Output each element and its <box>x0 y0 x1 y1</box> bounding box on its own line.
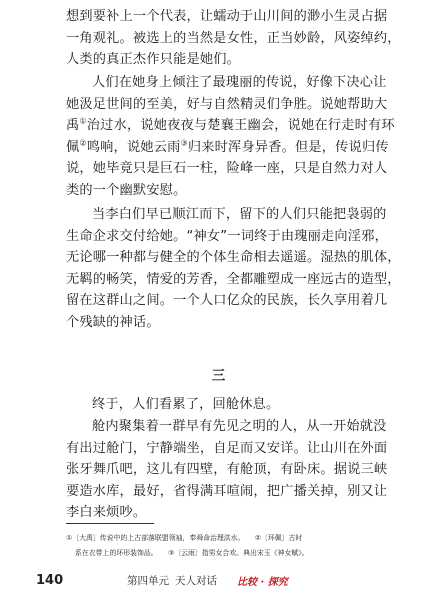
footnote-line: ①〔大禹〕传说中的上古部落联盟领袖，奉舜命治理洪水。 ②〔环佩〕古时 <box>66 534 303 542</box>
text-line: 无羁的畅笑，情爱的芳香，全都雕塑成一座远古的造型， <box>66 271 401 287</box>
footnote-line: 系在衣带上的环形装饰品。 ③〔云雨〕指男女合欢。典出宋玉《神女赋》。 <box>75 549 309 557</box>
footnotes <box>66 531 386 561</box>
text-line: 类的一个幽默安慰。 <box>66 182 187 198</box>
text-line: 终于，人们看累了，回舱休息。 <box>92 397 280 412</box>
unit-number: 第四单元 <box>127 575 169 587</box>
text-line: 有出过舱门，宁静端坐，自足而又安详。让山川在外面 <box>66 440 388 456</box>
text-line: 留在这群山之间。一个人口亿众的民族，长久享用着几 <box>66 293 388 309</box>
paragraph-3 <box>66 204 401 334</box>
footnote-marker: ③ <box>180 138 188 148</box>
text-line: 个残缺的神话。 <box>66 314 160 330</box>
text-line: 想到要补上一个代表，让蠕动于山川间的渺小生灵占据 <box>66 9 388 24</box>
text-line: 生命企求交付给她。“神女”一词终于由瑰丽走向淫邪， <box>66 228 388 244</box>
text-line: 舱内聚集着一群早有先见之明的人，从一开始就没 <box>92 419 387 434</box>
text-line: 无论哪一种都与健全的个体生命相去遥遥。湿热的肌体， <box>66 250 401 266</box>
section-number: 三 <box>211 368 226 384</box>
paragraph-5 <box>66 416 388 524</box>
unit-label <box>127 573 217 588</box>
text-line: 禹①治过水，说她夜夜与楚襄王幽会，说她在行走时有环 <box>66 116 395 134</box>
paragraph-2 <box>66 72 395 202</box>
text-line: 人类的真正杰作只能是她们。 <box>66 52 241 68</box>
text-line: 她汲足世间的至美，好与自然精灵们争胜。说她帮助大 <box>66 96 388 112</box>
paragraph-1 <box>66 6 401 71</box>
text-line: 一角观礼。被选上的当然是女性，正当妙龄，风姿绰约， <box>66 30 401 46</box>
footnote-marker: ② <box>79 138 87 148</box>
text-line: 要造水库，最好，省得满耳喧闹，把广播关掉，别又让 <box>66 483 388 499</box>
text-line: 张牙舞爪吧，这儿有四壁，有舱顶，有卧床。据说三峡 <box>66 462 388 478</box>
text-line: 当李白们早已顺江而下，留下的人们只能把袅弱的 <box>92 207 387 222</box>
unit-title: 天人对话 <box>175 575 217 587</box>
text-line: 李白来烦吵。 <box>66 505 147 521</box>
text-line: 人们在她身上倾注了最瑰丽的传说，好像下决心让 <box>92 75 387 90</box>
footnote-marker: ① <box>79 116 87 126</box>
text-line: 说，她毕竟只是巨石一柱，险峰一座，只是自然力对人 <box>66 161 388 177</box>
page-number: 140 <box>36 573 64 588</box>
footnote-divider <box>66 523 154 524</box>
section-tag: 比较 · 探究 <box>237 577 288 588</box>
paragraph-4 <box>66 394 383 416</box>
text-line: 佩②鸣响，说她云雨③归来时浑身异香。但是，传说归传 <box>66 138 389 155</box>
